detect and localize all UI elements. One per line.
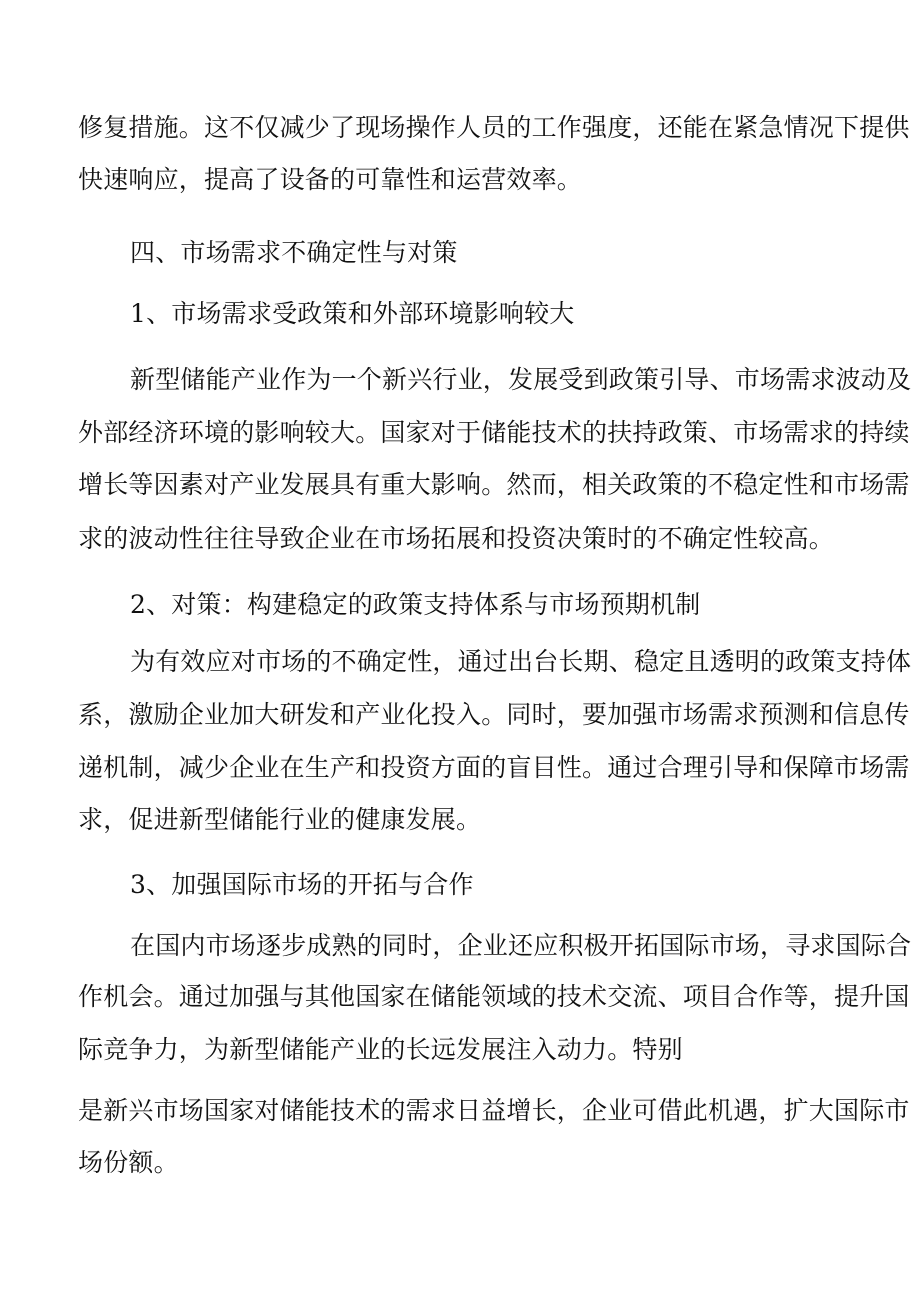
subsection-2-line-2: 系，激励企业加大研发和产业化投入。同时，要加强市场需求预测和信息传: [78, 700, 910, 729]
subsection-3-line-3: 际竞争力，为新型储能产业的长远发展注入动力。特别: [78, 1035, 683, 1064]
subsection-1-line-1: 新型储能产业作为一个新兴行业，发展受到政策引导、市场需求波动及: [130, 365, 912, 394]
intro-line-2: 快速响应，提高了设备的可靠性和运营效率。: [78, 165, 583, 194]
intro-line-1: 修复措施。这不仅减少了现场操作人员的工作强度，还能在紧急情况下提供: [78, 113, 910, 142]
subsection-3-line-5: 场份额。: [78, 1148, 179, 1177]
subsection-2-line-4: 求，促进新型储能行业的健康发展。: [78, 805, 482, 834]
subsection-2-line-1: 为有效应对市场的不确定性，通过出台长期、稳定且透明的政策支持体: [130, 647, 912, 676]
subsection-3-line-2: 作机会。通过加强与其他国家在储能领域的技术交流、项目合作等，提升国: [78, 982, 910, 1011]
subsection-1-line-3: 增长等因素对产业发展具有重大影响。然而，相关政策的不稳定性和市场需: [78, 470, 910, 499]
section-heading: 四、市场需求不确定性与对策: [130, 238, 458, 267]
subsection-2-heading: 2、对策：构建稳定的政策支持体系与市场预期机制: [130, 590, 701, 619]
subsection-1-line-2: 外部经济环境的影响较大。国家对于储能技术的扶持政策、市场需求的持续: [78, 418, 910, 447]
subsection-2-line-3: 递机制，减少企业在生产和投资方面的盲目性。通过合理引导和保障市场需: [78, 753, 910, 782]
subsection-3-line-1: 在国内市场逐步成熟的同时，企业还应积极开拓国际市场，寻求国际合: [130, 931, 912, 960]
subsection-1-line-4: 求的波动性往往导致企业在市场拓展和投资决策时的不确定性较高。: [78, 524, 835, 553]
subsection-1-heading: 1、市场需求受政策和外部环境影响较大: [130, 299, 575, 328]
subsection-3-heading: 3、加强国际市场的开拓与合作: [130, 870, 474, 899]
subsection-3-line-4: 是新兴市场国家对储能技术的需求日益增长，企业可借此机遇，扩大国际市: [78, 1096, 910, 1125]
